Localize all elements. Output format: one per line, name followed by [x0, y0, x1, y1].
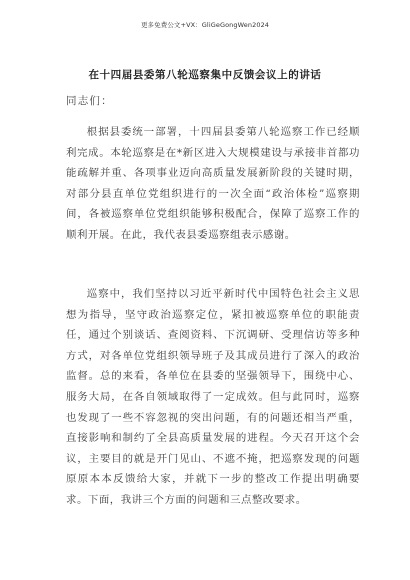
document-title: 在十四届县委第八轮巡察集中反馈会议上的讲话 [88, 69, 322, 81]
paragraph-text: 巡察中，我们坚持以习近平新时代中国特色社会主义思想为指导，坚守政治巡察定位，紧扣被巡察单位的职能责任，通过个别谈话、查阅资料、下沉调研、受理信访等多种方式，对各单位党组织领导班子及其成员进行了深入的政治监督。总的来看，各单位在县委的坚强领导下，围绕中心、服务大局，在各自领域取得了一定成效。但与此同时，巡察也发现了一些不容忽视的突出问题，有的问题还相当严重，直接影响和制约了全县高质量发展的进程。今天召开这个会议，主要目的就是开门见山、不遮不掩，把巡察发现的问题原原本本反馈给大家，并就下一步的整改工作提出明确要求。下面，我讲三个方面的问题和三点整改要求。 [66, 288, 360, 506]
salutation: 同志们： [66, 95, 113, 107]
header-note: 更多免费公文+VX：GliGeGongWen2024 [140, 21, 270, 29]
paragraph-text: 根据县委统一部署，十四届县委第八轮巡察工作已经顺利完成。本轮巡察是在*新区进入大规模建设与承接非首都功能疏解并重、各项事业迈向高质量发展新阶段的关键时期，对部分县直单位党组织进行的一次全面“政治体检”巡察期间，各被巡察单位党组织能够积极配合，保障了巡察工作的顺利开展。在此，我代表县委巡察组表示感谢。 [66, 126, 360, 241]
body-paragraph-2 [66, 284, 360, 511]
body-paragraph-1 [66, 122, 360, 246]
